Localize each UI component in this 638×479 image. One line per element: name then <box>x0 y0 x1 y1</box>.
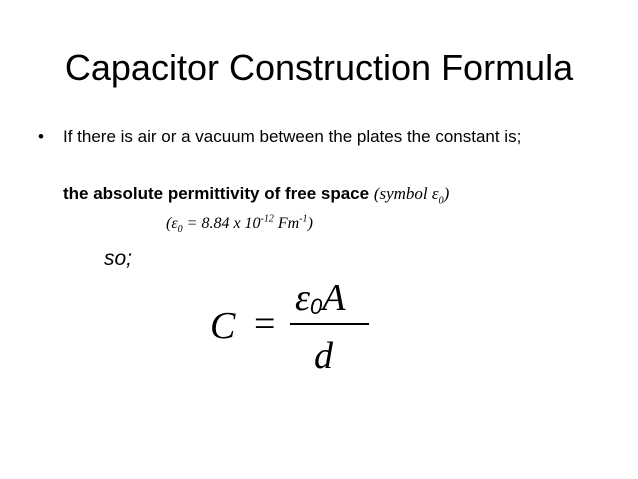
capacitance-formula <box>210 276 370 376</box>
definition-bold-text: the absolute permittivity of free space <box>63 184 370 203</box>
definition-line <box>63 183 450 207</box>
bullet-text: If there is air or a vacuum between the plates the constant is; <box>63 127 522 146</box>
definition-symbol-sub: 0 <box>438 195 444 207</box>
bullet-dot-icon: • <box>38 127 44 146</box>
formula-epsilon-sub: 0 <box>309 294 323 319</box>
constant-middle: = 8.84 x 10 <box>182 215 261 232</box>
definition-symbol-prefix: (symbol ε <box>373 184 439 203</box>
formula-epsilon: ε <box>295 277 310 319</box>
formula-denominator: d <box>314 335 333 377</box>
formula-equals: = <box>254 303 276 345</box>
constant-exp2: -1 <box>299 213 308 225</box>
formula-numerator <box>295 276 345 325</box>
constant-sub: 0 <box>177 224 183 236</box>
formula-area: A <box>322 277 346 319</box>
constant-open: (ε <box>166 215 178 232</box>
definition-symbol-suffix: ) <box>443 184 450 203</box>
constant-close: ) <box>307 215 313 232</box>
formula-lhs: C <box>210 305 236 347</box>
definition-symbol <box>373 184 450 207</box>
constant-value-line <box>166 214 313 234</box>
so-label: so; <box>104 247 133 270</box>
constant-unit: Fm <box>273 215 300 232</box>
fraction-bar <box>290 323 369 325</box>
slide-title: Capacitor Construction Formula <box>64 47 574 88</box>
constant-exp1: -12 <box>260 213 274 225</box>
